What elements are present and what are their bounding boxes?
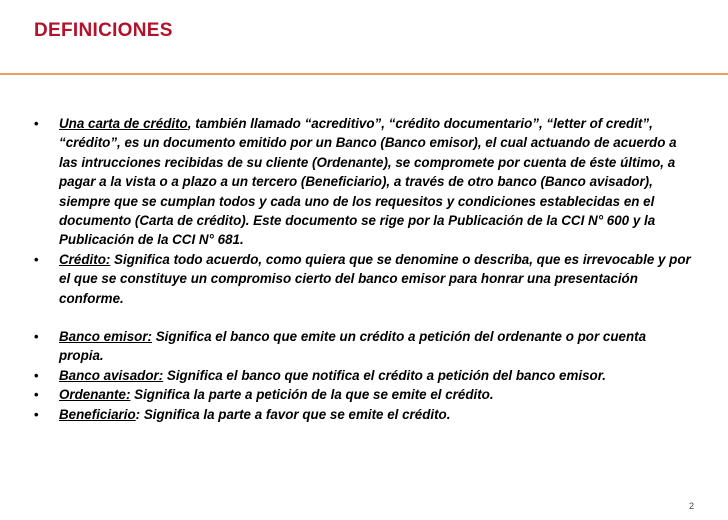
definition-term: Una carta de crédito xyxy=(59,116,188,131)
bullet-icon: • xyxy=(34,367,39,383)
bullet-icon: • xyxy=(34,116,39,131)
definition-text: Significa la parte a favor que se emite el crédito. xyxy=(140,406,451,422)
title-divider xyxy=(0,73,728,75)
bullet-icon: • xyxy=(34,406,39,422)
definition-separator: , xyxy=(187,116,192,131)
definition-item-banco-avisador xyxy=(34,366,694,385)
definition-item-beneficiario xyxy=(34,405,694,424)
bullet-icon: • xyxy=(34,387,39,403)
definition-item-credito xyxy=(34,250,694,308)
definitions-list xyxy=(34,114,694,424)
definition-term: Beneficiario xyxy=(59,406,136,422)
definition-item-banco-emisor xyxy=(34,327,694,366)
bullet-icon: • xyxy=(34,329,39,345)
definition-text: Significa el banco que emite un crédito a petición del ordenante o por cuenta propia. xyxy=(59,329,647,364)
definition-text: Significa la parte a petición de la que se emite el crédito. xyxy=(130,387,494,403)
definition-term: Crédito: xyxy=(59,251,111,267)
definition-item-ordenante xyxy=(34,385,694,404)
definition-term: Banco emisor: xyxy=(59,329,153,345)
definition-item-carta-de-credito xyxy=(34,114,694,250)
definition-text: también llamado “acreditivo”, “crédito documentario”, “letter of credit”, “crédito”, es un documento emitido por un Banco (Banco emisor), el cual actuando de acuerdo a las intrucciones recibidas de su cliente (Ordenante), se compromete por cuenta de éste último, a pagar a la vista o a plazo a un tercero (Beneficiario), a través de otro banco (Banco avisador), siempre que se cumplan todos y cada uno de los requesitos y condiciones establecidas en el documento (Carta de crédito). Este documento se rige por la Publicación de la CCI N° 600 y la Publicación de la CCI N° 681. xyxy=(59,116,677,248)
definition-term: Ordenante: xyxy=(59,387,131,403)
bullet-icon: • xyxy=(34,251,39,267)
definition-text: Significa el banco que notifica el crédito a petición del banco emisor. xyxy=(163,367,606,383)
page-number: 2 xyxy=(688,501,694,511)
slide-title: DEFINICIONES xyxy=(34,20,173,41)
definition-separator: : xyxy=(135,406,141,422)
definition-term: Banco avisador: xyxy=(59,367,164,383)
definition-text: Significa todo acuerdo, como quiera que se denomine o describa, que es irrevocable y por el que se constituye un compromiso cierto del banco emisor para honrar una presentación conforme. xyxy=(59,251,691,306)
